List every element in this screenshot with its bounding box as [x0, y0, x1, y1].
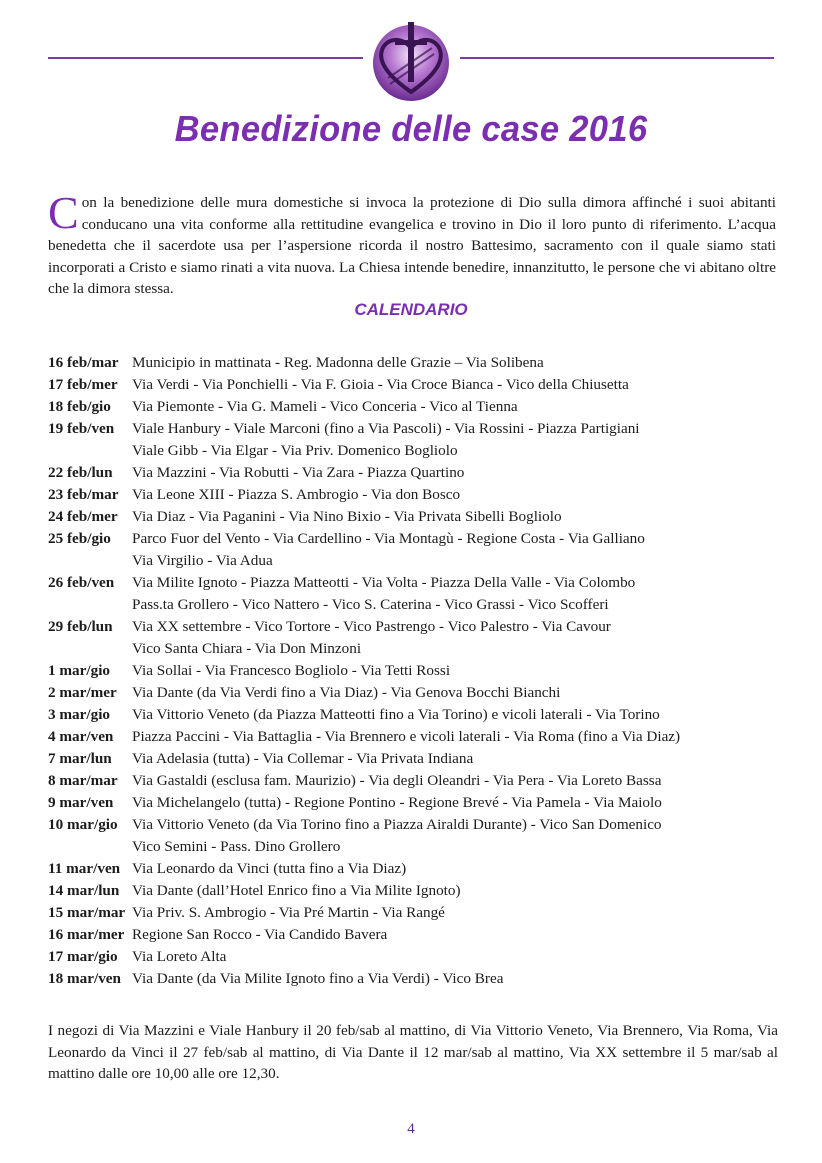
calendar-list [48, 352, 788, 990]
calendar-date: 9 mar/ven [48, 794, 114, 811]
calendar-row [48, 880, 788, 902]
page-title: Benedizione delle case 2016 [174, 108, 648, 149]
calendar-streets [132, 682, 788, 704]
calendar-street-line: Via Priv. S. Ambrogio - Via Pré Martin - Via Rangé [132, 904, 445, 921]
calendar-streets [132, 968, 788, 990]
calendar-street-line: Parco Fuor del Vento - Via Cardellino - Via Montagù - Regione Costa - Via Galliano [132, 530, 645, 547]
calendar-street-line: Via Diaz - Via Paganini - Via Nino Bixio - Via Privata Sibelli Bogliolo [132, 508, 562, 525]
calendar-date: 23 feb/mar [48, 486, 119, 503]
calendar-streets [132, 374, 788, 396]
calendar-row [48, 352, 788, 374]
calendar-row [48, 484, 788, 506]
calendar-streets [132, 814, 788, 858]
calendar-row [48, 506, 788, 528]
calendar-date: 17 mar/gio [48, 948, 118, 965]
calendar-streets [132, 484, 788, 506]
calendar-row [48, 704, 788, 726]
calendar-street-line: Via Mazzini - Via Robutti - Via Zara - Piazza Quartino [132, 464, 465, 481]
calendar-row [48, 968, 788, 990]
calendar-street-line: Municipio in mattinata - Reg. Madonna delle Grazie – Via Solibena [132, 354, 544, 371]
calendar-street-line: Via Vittorio Veneto (da Piazza Matteotti fino a Via Torino) e vicoli laterali - Via Torino [132, 706, 660, 723]
calendar-streets [132, 418, 788, 462]
calendar-date: 26 feb/ven [48, 574, 115, 591]
calendar-street-line: Via Vittorio Veneto (da Via Torino fino a Piazza Airaldi Durante) - Vico San Domenico [132, 816, 662, 833]
calendar-street-line: Viale Gibb - Via Elgar - Via Priv. Domenico Bogliolo [132, 442, 458, 459]
calendar-row [48, 660, 788, 682]
calendar-streets [132, 616, 788, 660]
calendar-street-line: Via Loreto Alta [132, 948, 227, 965]
calendar-row [48, 418, 788, 462]
calendar-streets [132, 924, 788, 946]
calendar-street-line: Via Michelangelo (tutta) - Regione Pontino - Regione Brevé - Via Pamela - Via Maiolo [132, 794, 662, 811]
calendar-streets [132, 792, 788, 814]
calendar-row [48, 902, 788, 924]
intro-dropcap: C [48, 187, 79, 238]
calendar-row [48, 726, 788, 748]
calendar-row [48, 462, 788, 484]
header-rule-right [460, 57, 774, 59]
calendar-date: 19 feb/ven [48, 420, 115, 437]
calendar-street-line: Via XX settembre - Vico Tortore - Vico Pastrengo - Vico Palestro - Via Cavour [132, 618, 611, 635]
calendar-date: 24 feb/mer [48, 508, 118, 525]
calendar-row [48, 682, 788, 704]
calendar-date: 2 mar/mer [48, 684, 117, 701]
calendar-date: 17 feb/mer [48, 376, 118, 393]
calendar-street-line: Regione San Rocco - Via Candido Bavera [132, 926, 388, 943]
intro-paragraph [48, 187, 776, 300]
calendar-street-line: Via Verdi - Via Ponchielli - Via F. Gioia - Via Croce Bianca - Vico della Chiusetta [132, 376, 629, 393]
calendar-date: 14 mar/lun [48, 882, 120, 899]
calendar-streets [132, 902, 788, 924]
calendar-date: 18 feb/gio [48, 398, 111, 415]
calendar-row [48, 792, 788, 814]
calendar-date: 16 feb/mar [48, 354, 119, 371]
calendar-row [48, 946, 788, 968]
calendar-row [48, 396, 788, 418]
calendar-heading: CALENDARIO [354, 300, 468, 319]
calendar-street-line: Via Dante (da Via Milite Ignoto fino a Via Verdi) - Vico Brea [132, 970, 504, 987]
calendar-row [48, 374, 788, 396]
calendar-date: 1 mar/gio [48, 662, 111, 679]
calendar-row [48, 814, 788, 858]
calendar-date: 15 mar/mar [48, 904, 126, 921]
calendar-date: 8 mar/mar [48, 772, 118, 789]
calendar-date: 3 mar/gio [48, 706, 111, 723]
calendar-date: 11 mar/ven [48, 860, 121, 877]
heart-cross-emblem-icon [368, 18, 454, 104]
calendar-street-line: Via Leone XIII - Piazza S. Ambrogio - Via don Bosco [132, 486, 461, 503]
calendar-row [48, 616, 788, 660]
calendar-street-line: Via Dante (dall’Hotel Enrico fino a Via Milite Ignoto) [132, 882, 461, 899]
calendar-street-line: Vico Santa Chiara - Via Don Minzoni [132, 640, 362, 657]
calendar-street-line: Via Gastaldi (esclusa fam. Maurizio) - Via degli Oleandri - Via Pera - Via Loreto Bassa [132, 772, 662, 789]
calendar-street-line: Viale Hanbury - Viale Marconi (fino a Via Pascoli) - Via Rossini - Piazza Partigiani [132, 420, 640, 437]
calendar-street-line: Via Milite Ignoto - Piazza Matteotti - Via Volta - Piazza Della Valle - Via Colombo [132, 574, 636, 591]
calendar-row [48, 572, 788, 616]
intro-text: on la benedizione delle mura domestiche si invoca la protezione di Dio sulla dimora affinché i suoi abitanti conducano una vita conforme alla rettitudine evangelica e trovino in Dio il loro punto di riferimento. L’acqua benedetta che il sacerdote usa per l’aspersione ricorda il nostro Battesimo, sacramento con il quale siamo stati incorporati a Cristo e siamo rinati a vita nuova. La Chiesa intende benedire, innanzitutto, le persone che vi abitano oltre che la dimora stessa. [48, 194, 776, 298]
calendar-street-line: Via Virgilio - Via Adua [132, 552, 273, 569]
calendar-date: 18 mar/ven [48, 970, 121, 987]
calendar-street-line: Via Leonardo da Vinci (tutta fino a Via Diaz) [132, 860, 407, 877]
calendar-date: 29 feb/lun [48, 618, 113, 635]
header-rule-left [48, 57, 363, 59]
shops-note: I negozi di Via Mazzini e Viale Hanbury il 20 feb/sab al mattino, di Via Vittorio Veneto, Via Brennero, Via Roma, Via Leonardo da Vinci il 27 feb/sab al mattino, di Via Dante il 12 mar/sab al mattino, Via XX settembre il 5 mar/sab al mattino dalle ore 10,00 alle ore 12,30. [48, 1022, 778, 1083]
calendar-streets [132, 726, 788, 748]
calendar-streets [132, 528, 788, 572]
calendar-streets [132, 660, 788, 682]
calendar-date: 22 feb/lun [48, 464, 113, 481]
calendar-row [48, 528, 788, 572]
calendar-street-line: Via Piemonte - Via G. Mameli - Vico Conceria - Vico al Tienna [132, 398, 518, 415]
calendar-row [48, 770, 788, 792]
calendar-streets [132, 396, 788, 418]
calendar-streets [132, 880, 788, 902]
calendar-streets [132, 506, 788, 528]
page-number: 4 [407, 1121, 415, 1137]
calendar-streets [132, 572, 788, 616]
calendar-date: 10 mar/gio [48, 816, 118, 833]
calendar-street-line: Pass.ta Grollero - Vico Nattero - Vico S. Caterina - Vico Grassi - Vico Scofferi [132, 596, 609, 613]
calendar-street-line: Via Dante (da Via Verdi fino a Via Diaz) - Via Genova Bocchi Bianchi [132, 684, 561, 701]
calendar-date: 4 mar/ven [48, 728, 114, 745]
calendar-street-line: Via Sollai - Via Francesco Bogliolo - Via Tetti Rossi [132, 662, 451, 679]
calendar-row [48, 748, 788, 770]
calendar-streets [132, 704, 788, 726]
calendar-street-line: Piazza Paccini - Via Battaglia - Via Brennero e vicoli laterali - Via Roma (fino a Via Diaz) [132, 728, 681, 745]
calendar-streets [132, 462, 788, 484]
calendar-street-line: Via Adelasia (tutta) - Via Collemar - Via Privata Indiana [132, 750, 474, 767]
calendar-row [48, 924, 788, 946]
calendar-streets [132, 946, 788, 968]
calendar-streets [132, 748, 788, 770]
calendar-streets [132, 352, 788, 374]
calendar-streets [132, 770, 788, 792]
calendar-date: 25 feb/gio [48, 530, 111, 547]
calendar-date: 16 mar/mer [48, 926, 125, 943]
calendar-streets [132, 858, 788, 880]
calendar-row [48, 858, 788, 880]
calendar-street-line: Vico Semini - Pass. Dino Grollero [132, 838, 341, 855]
calendar-date: 7 mar/lun [48, 750, 112, 767]
